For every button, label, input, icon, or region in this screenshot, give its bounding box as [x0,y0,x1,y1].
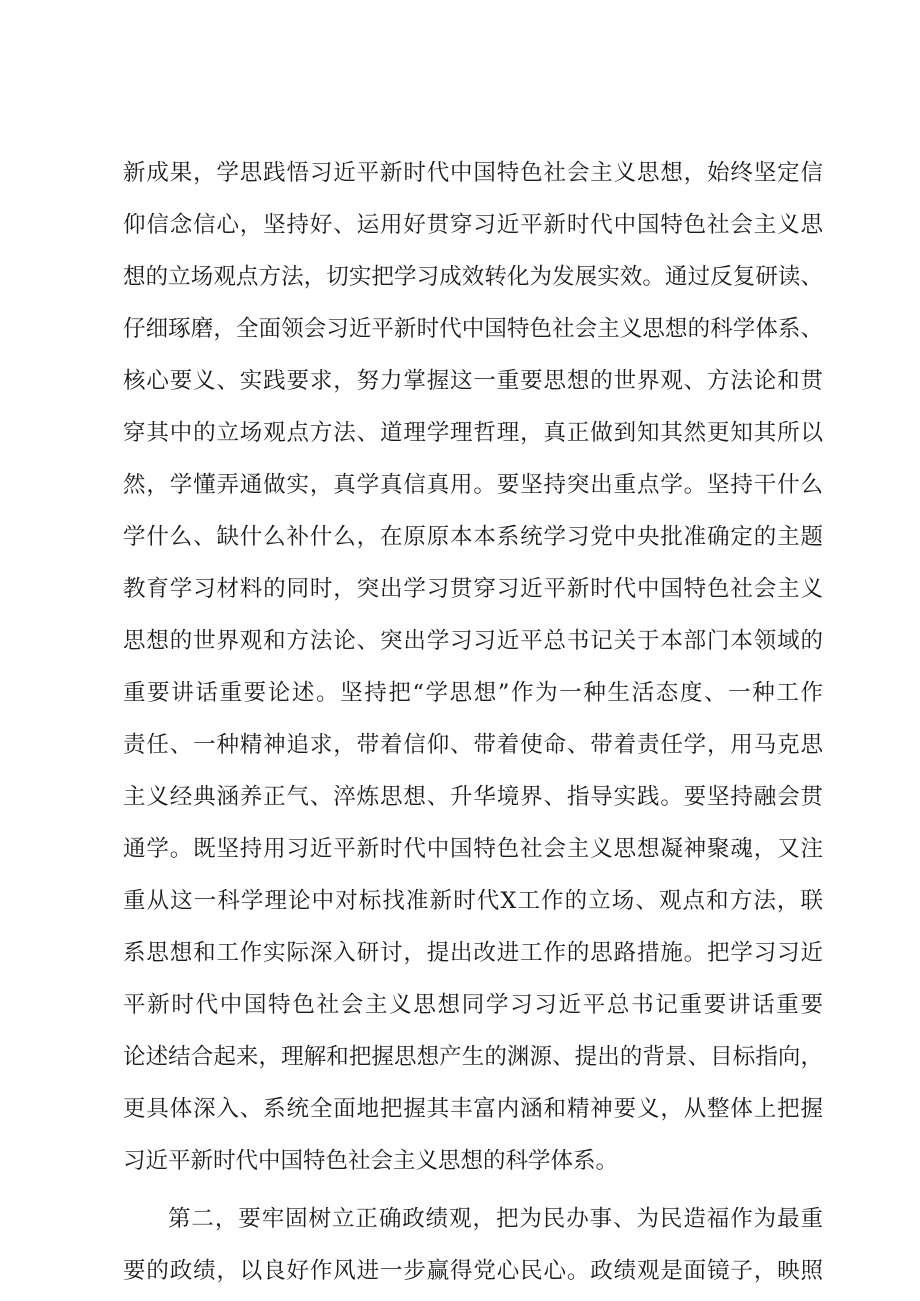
text-line: 责任、一种精神追求，带着信仰、带着使命、带着责任学，用马克思 [123,732,823,758]
document-body [123,147,823,1297]
text-line: 第二，要牢固树立正确政绩观，把为民办事、为民造福作为最重 [168,1206,823,1232]
text-line: 习近平新时代中国特色社会主义思想的科学体系。 [123,1148,619,1174]
text-line: 教育学习材料的同时，突出学习贯穿习近平新时代中国特色社会主义 [123,576,823,602]
text-line: 主义经典涵养正气、淬炼思想、升华境界、指导实践。要坚持融会贯 [123,784,823,810]
text-line: 论述结合起来，理解和把握思想产生的渊源、提出的背景、目标指向， [123,1044,823,1070]
text-line: 核心要义、实践要求，努力掌握这一重要思想的世界观、方法论和贯 [123,368,823,394]
text-line: 通学。既坚持用习近平新时代中国特色社会主义思想凝神聚魂，又注 [123,836,823,862]
text-line: 新成果，学思践悟习近平新时代中国特色社会主义思想，始终坚定信 [123,160,823,186]
paragraph-2 [123,1193,823,1297]
text-line: 仰信念信心，坚持好、运用好贯穿习近平新时代中国特色社会主义思 [123,212,823,238]
text-line: 系思想和工作实际深入研讨，提出改进工作的思路措施。把学习习近 [123,940,823,966]
text-line: 然，学懂弄通做实，真学真信真用。要坚持突出重点学。坚持干什么 [123,472,823,498]
text-line: 穿其中的立场观点方法、道理学理哲理，真正做到知其然更知其所以 [123,420,823,446]
paragraph-1 [123,147,823,1187]
text-line: 重要讲话重要论述。坚持把“学思想”作为一种生活态度、一种工作 [123,680,823,706]
text-line: 仔细琢磨，全面领会习近平新时代中国特色社会主义思想的科学体系、 [123,316,823,342]
text-line: 更具体深入、系统全面地把握其丰富内涵和精神要义，从整体上把握 [123,1096,823,1122]
text-line: 平新时代中国特色社会主义思想同学习习近平总书记重要讲话重要 [123,992,823,1018]
text-line: 重从这一科学理论中对标找准新时代X工作的立场、观点和方法，联 [123,888,823,914]
text-line: 想的立场观点方法，切实把学习成效转化为发展实效。通过反复研读、 [123,264,823,290]
text-line: 要的政绩，以良好作风进一步赢得党心民心。政绩观是面镜子，映照 [123,1258,823,1284]
text-line: 思想的世界观和方法论、突出学习习近平总书记关于本部门本领域的 [123,628,823,654]
text-line: 学什么、缺什么补什么，在原原本本系统学习党中央批准确定的主题 [123,524,823,550]
